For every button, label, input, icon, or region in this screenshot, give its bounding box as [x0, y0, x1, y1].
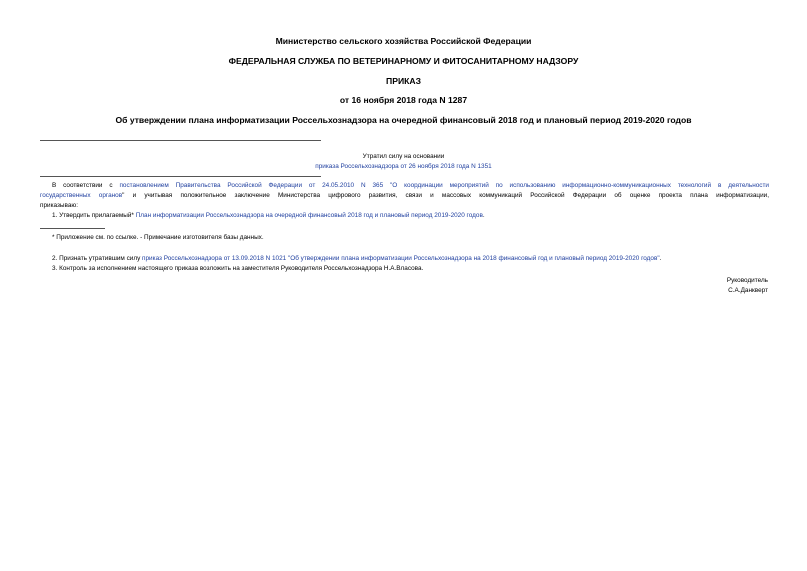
- item-2-lead: 2. Признать утратившим силу: [52, 255, 143, 262]
- signature-name: С.А.Данкверт: [728, 287, 768, 294]
- preamble-lead: В соответствии с: [52, 182, 120, 189]
- footnote-separator: [40, 228, 105, 229]
- item-1-lead: 1. Утвердить прилагаемый*: [52, 212, 136, 219]
- document-date-number: от 16 ноября 2018 года N 1287: [339, 95, 468, 105]
- paragraph-preamble: [40, 181, 769, 211]
- item-1: [52, 211, 485, 220]
- status-note-text: Утратил силу на основании: [362, 153, 445, 160]
- service-name: ФЕДЕРАЛЬНАЯ СЛУЖБА ПО ВЕТЕРИНАРНОМУ И ФИТОСАНИТАРНОМУ НАДЗОРУ: [228, 56, 579, 66]
- repealed-order-link[interactable]: приказ Россельхознадзора от 13.09.2018 N 1021 "Об утверждении плана информатизации Россельхознадзора на 2018 финансовый год и плановый период 2019-2020 годов": [142, 255, 660, 262]
- separator-status: [40, 176, 321, 177]
- government-decree-link[interactable]: постановлением Правительства Российской Федерации от 24.05.2010 N 365 "О координации мероприятий по использованию информационно-коммуникационных технологий в деятельности: [119, 182, 769, 189]
- preamble-line-1: [40, 181, 769, 191]
- item-3: 3. Контроль за исполнением настоящего приказа возложить на заместителя Руководителя Россельхознадзора Н.А.Власова.: [52, 265, 424, 272]
- item-2: [52, 254, 661, 263]
- preamble-line-2: [40, 191, 769, 201]
- document-type: ПРИКАЗ: [386, 76, 421, 86]
- ministry-name: Министерство сельского хозяйства Российской Федерации: [275, 36, 532, 46]
- status-note-link[interactable]: приказа Россельхознадзора от 26 ноября 2018 года N 1351: [315, 163, 492, 170]
- footnote: * Приложение см. по ссылке. - Примечание изготовителя базы данных.: [52, 234, 264, 241]
- separator-top: [40, 140, 321, 141]
- item-1-tail: .: [482, 212, 485, 219]
- plan-link[interactable]: План информатизации Россельхознадзора на очередной финансовый 2018 год и плановый период 2019-2020 годов: [135, 212, 483, 219]
- preamble-line-3: приказываю:: [40, 202, 78, 209]
- signature-position: Руководитель: [726, 277, 768, 284]
- item-2-tail: .: [659, 255, 662, 262]
- government-decree-link-cont[interactable]: государственных органов: [40, 192, 123, 199]
- preamble-middle: " и учитывая положительное заключение Министерства цифрового развития, связи и массовых коммуникаций Российской Федерации об оценке проекта плана информатизации,: [122, 192, 769, 199]
- document-title: Об утверждении плана информатизации Россельхознадзора на очередной финансовый 2018 год и плановый период 2019-2020 годов: [115, 115, 692, 125]
